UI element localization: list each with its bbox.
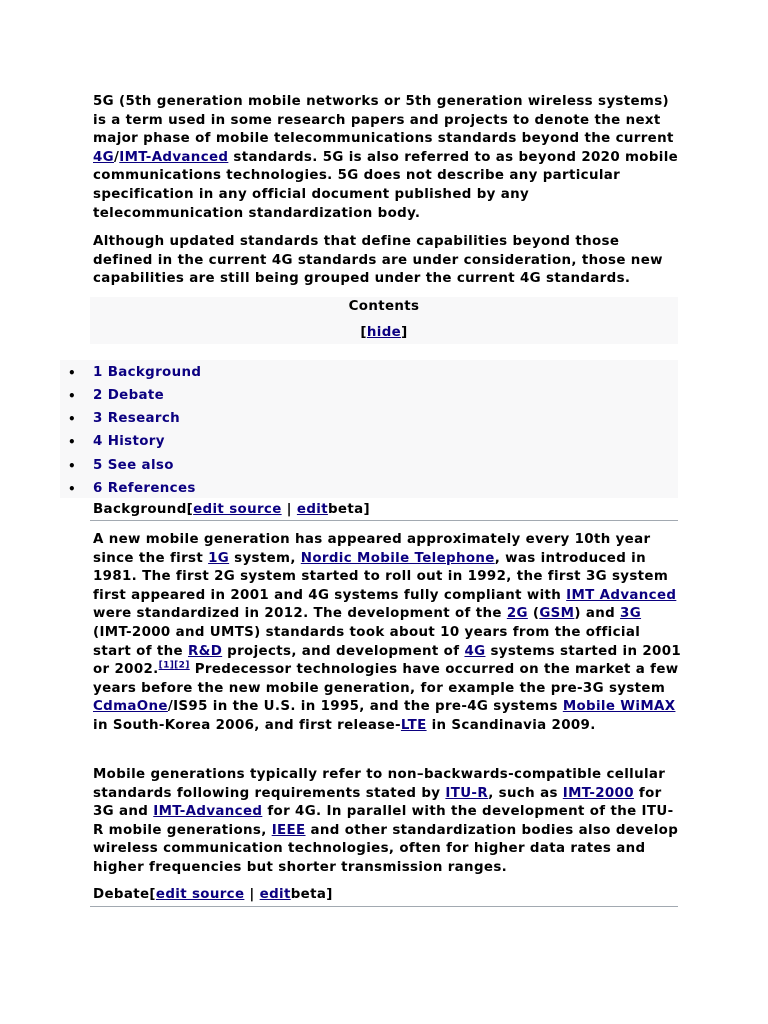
inline-link[interactable]: CdmaOne [93,699,168,715]
text-run: in Scandinavia 2009. [426,717,596,733]
toc-title: Contents [348,299,420,314]
bullet-icon: • [68,482,77,496]
text-run: 5G (5th generation mobile networks or 5th generation wireless systems) is a term used in some research papers and projects to denote the next major phase of mobile telecommunications standards beyond the current [93,94,674,147]
text-run: A new mobile generation has appeared approximately every 10th year since the first [93,532,651,566]
inline-link[interactable]: 4G [93,149,115,165]
text-run: Mobile generations typically refer to non–backwards-compatible cellular standards following requirements stated by [93,767,666,801]
toc-hide-toggle: [hide] [360,325,408,340]
inline-link[interactable]: R&D [188,643,223,659]
bullet-icon: • [68,412,77,426]
section-heading-debate: Debate[edit source | editbeta] [93,887,333,902]
inline-link[interactable]: [1] [158,660,175,671]
beta-label: beta [290,887,327,902]
text-run: , was introduced in 1981. The first 2G system started to roll out in 1992, the first 3G system first appeared in 2001 and 4G systems fully compliant with [93,550,669,603]
toc-item-label: See also [107,458,174,473]
intro-paragraph-2: Although updated standards that define capabilities beyond those defined in the current 4G standards are under consideration, those new capabilities are still being grouped under the current 4G standards. [93,234,663,287]
toc-item-number: 1 [93,365,103,380]
toc-item-number: 2 [93,388,103,403]
text-run: Predecessor technologies have occurred on the market a few years before the new mobile generation, for example the pre-3G system [93,662,679,696]
citation [159,661,175,671]
text-run: for 4G. In parallel with the development of the ITU-R mobile generations, [93,804,674,838]
text-run: and other standardization bodies also develop wireless communication technologies, often for higher data rates and higher frequencies but shorter transmission ranges. [93,822,679,875]
text-run: system, [229,550,301,566]
text-run: for 3G and [93,785,662,820]
text-run: / [114,149,120,165]
background-paragraph-1 [93,531,683,736]
citation [174,661,190,671]
toc-hide-link[interactable]: hide [366,325,402,340]
intro-paragraph-1 [93,93,683,223]
edit-link[interactable]: edit [259,887,291,902]
inline-link[interactable]: IEEE [271,822,306,838]
inline-link[interactable]: 3G [620,606,642,622]
text-run: , such as [488,785,563,801]
edit-source-link[interactable]: edit source [193,502,282,517]
inline-link[interactable]: [2] [174,660,190,671]
toc-item-label: Background [107,365,202,380]
toc-header [90,297,678,344]
toc-item-label: References [107,481,196,496]
toc-item-number: 6 [93,481,103,496]
toc-item-number: 3 [93,411,103,426]
section-title: Debate [93,887,150,902]
bullet-icon: • [68,459,77,473]
text-run: ( [527,606,540,622]
inline-link[interactable]: IMT-2000 [562,785,634,801]
text-run: (IMT-2000 and UMTS) standards took about 10 years from the official start of the [93,624,641,659]
inline-link[interactable]: IMT-Advanced [119,149,229,165]
toc-item-label: Debate [107,388,165,403]
bullet-icon: • [68,366,77,380]
inline-link[interactable]: IMT Advanced [566,587,677,603]
inline-link[interactable]: LTE [400,717,427,733]
toc-item-number: 4 [93,434,103,449]
toc-item-number: 5 [93,458,103,473]
text-run: were standardized in 2012. The development of the [93,606,507,622]
inline-link[interactable]: 4G [464,643,486,659]
beta-label: beta [327,502,364,517]
section-divider [90,520,678,521]
bullet-icon: • [68,435,77,449]
inline-link[interactable]: Nordic Mobile Telephone [300,550,495,566]
text-run: /IS95 in the U.S. in 1995, and the pre-4G systems [167,699,563,715]
section-heading-background: Background[edit source | editbeta] [93,502,370,517]
text-run: in South-Korea 2006, and first release- [93,717,401,733]
edit-source-link[interactable]: edit source [155,887,245,902]
text-run: standards. 5G is also referred to as beyond 2020 mobile communications technologies. 5G does not describe any particular specification in any official document published by any telecommunication standardization body. [93,149,679,221]
section-title: Background [93,502,187,517]
inline-link[interactable]: 1G [208,550,230,566]
inline-link[interactable]: Mobile WiMAX [562,699,676,715]
edit-link[interactable]: edit [296,502,328,517]
text-run: systems started in 2001 or 2002. [93,643,682,678]
text-run: ) and [574,606,621,622]
inline-link[interactable]: IMT-Advanced [153,804,263,820]
inline-link[interactable]: ITU-R [445,785,489,801]
section-divider [90,906,678,907]
bullet-icon: • [68,389,77,403]
background-paragraph-2 [93,766,683,878]
text-run: projects, and development of [222,643,465,659]
toc-item-label: Research [107,411,181,426]
inline-link[interactable]: GSM [539,606,575,622]
toc-item-label: History [107,434,165,449]
inline-link[interactable]: 2G [506,606,528,622]
